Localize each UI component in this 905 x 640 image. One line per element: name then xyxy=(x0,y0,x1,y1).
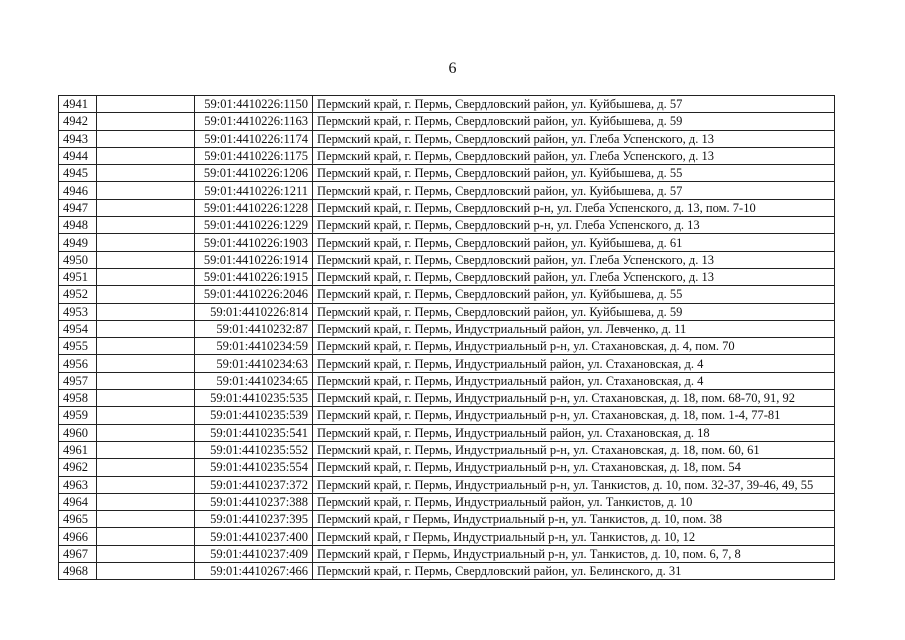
address-cell: Пермский край, г. Пермь, Индустриальный р-н, ул. Танкистов, д. 10, пом. 32-37, 39-46, 49, 55 xyxy=(313,476,835,493)
blank-cell xyxy=(97,234,195,251)
table-row xyxy=(59,113,835,130)
cadastral-number-cell: 59:01:4410226:1229 xyxy=(195,217,313,234)
blank-cell xyxy=(97,96,195,113)
address-cell: Пермский край, г. Пермь, Свердловский район, ул. Куйбышева, д. 55 xyxy=(313,286,835,303)
blank-cell xyxy=(97,199,195,216)
address-cell: Пермский край, г. Пермь, Свердловский район, ул. Глеба Успенского, д. 13 xyxy=(313,268,835,285)
blank-cell xyxy=(97,441,195,458)
address-cell: Пермский край, г. Пермь, Свердловский район, ул. Куйбышева, д. 61 xyxy=(313,234,835,251)
table-row xyxy=(59,407,835,424)
table-row xyxy=(59,528,835,545)
cadastral-number-cell: 59:01:4410226:1175 xyxy=(195,147,313,164)
table-row xyxy=(59,355,835,372)
row-number-cell: 4957 xyxy=(59,372,97,389)
row-number-cell: 4960 xyxy=(59,424,97,441)
row-number-cell: 4943 xyxy=(59,130,97,147)
address-cell: Пермский край, г. Пермь, Свердловский район, ул. Куйбышева, д. 55 xyxy=(313,165,835,182)
cadastral-number-cell: 59:01:4410234:63 xyxy=(195,355,313,372)
address-cell: Пермский край, г. Пермь, Свердловский р-н, ул. Глеба Успенского, д. 13 xyxy=(313,217,835,234)
blank-cell xyxy=(97,303,195,320)
table-row xyxy=(59,441,835,458)
blank-cell xyxy=(97,338,195,355)
row-number-cell: 4962 xyxy=(59,459,97,476)
cadastral-number-cell: 59:01:4410226:1211 xyxy=(195,182,313,199)
table-row xyxy=(59,563,835,580)
blank-cell xyxy=(97,355,195,372)
address-cell: Пермский край, г. Пермь, Индустриальный р-н, ул. Стахановская, д. 18, пом. 68-70, 91, 92 xyxy=(313,390,835,407)
cadastral-number-cell: 59:01:4410237:372 xyxy=(195,476,313,493)
cadastral-number-cell: 59:01:4410234:65 xyxy=(195,372,313,389)
address-cell: Пермский край, г. Пермь, Свердловский р-н, ул. Глеба Успенского, д. 13, пом. 7-10 xyxy=(313,199,835,216)
cadastral-number-cell: 59:01:4410226:1914 xyxy=(195,251,313,268)
address-cell: Пермский край, г. Пермь, Свердловский район, ул. Глеба Успенского, д. 13 xyxy=(313,251,835,268)
row-number-cell: 4968 xyxy=(59,563,97,580)
blank-cell xyxy=(97,182,195,199)
address-cell: Пермский край, г. Пермь, Индустриальный р-н, ул. Стахановская, д. 18, пом. 54 xyxy=(313,459,835,476)
table-row xyxy=(59,320,835,337)
row-number-cell: 4949 xyxy=(59,234,97,251)
table-row xyxy=(59,268,835,285)
blank-cell xyxy=(97,147,195,164)
row-number-cell: 4953 xyxy=(59,303,97,320)
cadastral-number-cell: 59:01:4410237:395 xyxy=(195,511,313,528)
row-number-cell: 4966 xyxy=(59,528,97,545)
row-number-cell: 4959 xyxy=(59,407,97,424)
table-row xyxy=(59,165,835,182)
address-cell: Пермский край, г Пермь, Индустриальный р-н, ул. Танкистов, д. 10, пом. 38 xyxy=(313,511,835,528)
blank-cell xyxy=(97,372,195,389)
table-row xyxy=(59,459,835,476)
cadastral-number-cell: 59:01:4410226:1174 xyxy=(195,130,313,147)
blank-cell xyxy=(97,424,195,441)
table-row xyxy=(59,182,835,199)
row-number-cell: 4954 xyxy=(59,320,97,337)
address-cell: Пермский край, г. Пермь, Индустриальный р-н, ул. Стахановская, д. 4, пом. 70 xyxy=(313,338,835,355)
row-number-cell: 4947 xyxy=(59,199,97,216)
row-number-cell: 4946 xyxy=(59,182,97,199)
address-cell: Пермский край, г. Пермь, Индустриальный район, ул. Стахановская, д. 4 xyxy=(313,355,835,372)
blank-cell xyxy=(97,320,195,337)
table-row xyxy=(59,286,835,303)
row-number-cell: 4963 xyxy=(59,476,97,493)
cadastral-number-cell: 59:01:4410226:814 xyxy=(195,303,313,320)
blank-cell xyxy=(97,390,195,407)
address-cell: Пермский край, г. Пермь, Свердловский район, ул. Белинского, д. 31 xyxy=(313,563,835,580)
blank-cell xyxy=(97,511,195,528)
cadastral-number-cell: 59:01:4410226:1163 xyxy=(195,113,313,130)
row-number-cell: 4950 xyxy=(59,251,97,268)
cadastral-number-cell: 59:01:4410232:87 xyxy=(195,320,313,337)
cadastral-number-cell: 59:01:4410226:1228 xyxy=(195,199,313,216)
address-cell: Пермский край, г. Пермь, Индустриальный р-н, ул. Стахановская, д. 18, пом. 1-4, 77-81 xyxy=(313,407,835,424)
table-row xyxy=(59,511,835,528)
address-cell: Пермский край, г. Пермь, Свердловский район, ул. Куйбышева, д. 59 xyxy=(313,113,835,130)
blank-cell xyxy=(97,286,195,303)
row-number-cell: 4948 xyxy=(59,217,97,234)
cadastral-number-cell: 59:01:4410226:1206 xyxy=(195,165,313,182)
row-number-cell: 4965 xyxy=(59,511,97,528)
cadastral-number-cell: 59:01:4410226:1150 xyxy=(195,96,313,113)
cadastral-number-cell: 59:01:4410226:1915 xyxy=(195,268,313,285)
address-cell: Пермский край, г. Пермь, Индустриальный район, ул. Стахановская, д. 18 xyxy=(313,424,835,441)
cadastral-number-cell: 59:01:4410235:539 xyxy=(195,407,313,424)
address-cell: Пермский край, г. Пермь, Индустриальный р-н, ул. Стахановская, д. 18, пом. 60, 61 xyxy=(313,441,835,458)
blank-cell xyxy=(97,545,195,562)
address-cell: Пермский край, г. Пермь, Индустриальный район, ул. Танкистов, д. 10 xyxy=(313,493,835,510)
table-row xyxy=(59,96,835,113)
cadastral-number-cell: 59:01:4410226:2046 xyxy=(195,286,313,303)
registry-table xyxy=(58,95,835,580)
row-number-cell: 4958 xyxy=(59,390,97,407)
table-row xyxy=(59,476,835,493)
page-number: 6 xyxy=(448,60,457,77)
row-number-cell: 4967 xyxy=(59,545,97,562)
row-number-cell: 4942 xyxy=(59,113,97,130)
cadastral-number-cell: 59:01:4410234:59 xyxy=(195,338,313,355)
table-row xyxy=(59,147,835,164)
cadastral-number-cell: 59:01:4410235:552 xyxy=(195,441,313,458)
row-number-cell: 4964 xyxy=(59,493,97,510)
blank-cell xyxy=(97,113,195,130)
table-row xyxy=(59,493,835,510)
cadastral-number-cell: 59:01:4410226:1903 xyxy=(195,234,313,251)
address-cell: Пермский край, г. Пермь, Свердловский район, ул. Глеба Успенского, д. 13 xyxy=(313,147,835,164)
row-number-cell: 4952 xyxy=(59,286,97,303)
address-cell: Пермский край, г. Пермь, Индустриальный район, ул. Стахановская, д. 4 xyxy=(313,372,835,389)
table-row xyxy=(59,424,835,441)
row-number-cell: 4944 xyxy=(59,147,97,164)
cadastral-number-cell: 59:01:4410235:535 xyxy=(195,390,313,407)
address-cell: Пермский край, г. Пермь, Индустриальный район, ул. Левченко, д. 11 xyxy=(313,320,835,337)
address-cell: Пермский край, г Пермь, Индустриальный р-н, ул. Танкистов, д. 10, 12 xyxy=(313,528,835,545)
table-row xyxy=(59,199,835,216)
blank-cell xyxy=(97,563,195,580)
blank-cell xyxy=(97,459,195,476)
row-number-cell: 4951 xyxy=(59,268,97,285)
address-cell: Пермский край, г. Пермь, Свердловский район, ул. Куйбышева, д. 59 xyxy=(313,303,835,320)
row-number-cell: 4961 xyxy=(59,441,97,458)
blank-cell xyxy=(97,407,195,424)
table-row xyxy=(59,372,835,389)
blank-cell xyxy=(97,165,195,182)
blank-cell xyxy=(97,493,195,510)
cadastral-number-cell: 59:01:4410267:466 xyxy=(195,563,313,580)
table-row xyxy=(59,390,835,407)
table-row xyxy=(59,234,835,251)
blank-cell xyxy=(97,268,195,285)
table-row xyxy=(59,303,835,320)
address-cell: Пермский край, г. Пермь, Свердловский район, ул. Куйбышева, д. 57 xyxy=(313,182,835,199)
row-number-cell: 4941 xyxy=(59,96,97,113)
blank-cell xyxy=(97,217,195,234)
row-number-cell: 4955 xyxy=(59,338,97,355)
table-row xyxy=(59,545,835,562)
cadastral-number-cell: 59:01:4410237:400 xyxy=(195,528,313,545)
table-row xyxy=(59,130,835,147)
blank-cell xyxy=(97,130,195,147)
blank-cell xyxy=(97,476,195,493)
table-row xyxy=(59,251,835,268)
blank-cell xyxy=(97,251,195,268)
registry-table-body xyxy=(59,96,835,580)
cadastral-number-cell: 59:01:4410235:554 xyxy=(195,459,313,476)
cadastral-number-cell: 59:01:4410237:409 xyxy=(195,545,313,562)
address-cell: Пермский край, г Пермь, Индустриальный р-н, ул. Танкистов, д. 10, пом. 6, 7, 8 xyxy=(313,545,835,562)
cadastral-number-cell: 59:01:4410235:541 xyxy=(195,424,313,441)
cadastral-number-cell: 59:01:4410237:388 xyxy=(195,493,313,510)
address-cell: Пермский край, г. Пермь, Свердловский район, ул. Глеба Успенского, д. 13 xyxy=(313,130,835,147)
row-number-cell: 4945 xyxy=(59,165,97,182)
table-row xyxy=(59,338,835,355)
table-row xyxy=(59,217,835,234)
row-number-cell: 4956 xyxy=(59,355,97,372)
blank-cell xyxy=(97,528,195,545)
address-cell: Пермский край, г. Пермь, Свердловский район, ул. Куйбышева, д. 57 xyxy=(313,96,835,113)
